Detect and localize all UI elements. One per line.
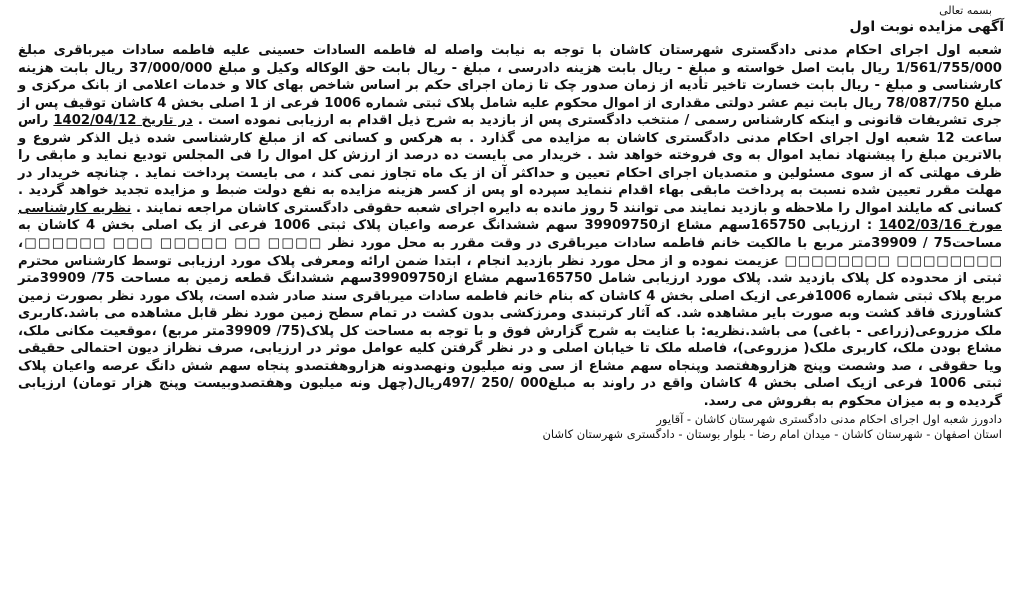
notice-paragraph-appraisal: : ارزیابی 165750سهم مشاع از39909750 سهم ششدانگ عرصه واعیان پلاک ثبتی 1006 فرعی از یک اصلی بخش 4 کاشان به مساحت75 / 39909متر مربع با مالکیت خانم فاطمه سادات میرباقری در وقت مقرر به محل مورد نظر □□□□ □□ □□□□□ □□□ □□□□□□، □□□□□□□□ □□□□□□□□ عزیمت نموده و از محل مورد نظر بازدید انجام ، ابتدا ضمن ارائه ومعرفی پلاک مورد ارزیابی توسط کارشناس محترم ثبتی از محدوده کل پلاک بازدید شد. پلاک مورد ارزیابی شامل 165750سهم مشاع از39909750سهم ششدانگ قطعه زمین به مساحت 75/ 39909متر مربع پلاک ثبتی شماره 1006فرعی ازیک اصلی بخش 4 کاشان که بنام خانم فاطمه سادات میرباقری سند صادر شده است، پلاک مورد نظر بصورت زمین کشاورزی فاقد کشت وبه صورت بایر مشاهده شد. که آثار کرتبندی ومرزکشی بدون کشت در تمام سطح زمین مورد نظر قابل مشاهده می باشد.کاربری ملک مزروعی(زراعی - باغی) می باشد.نظریه: با عنایت به شرح گزارش فوق و با توجه به مساحت کل پلاک(75/ 39909متر مربع) ،موقعیت مکانی ملک، مشاع بودن ملک، کاربری ملک( مزروعی)، فاصله ملک تا خیابان اصلی و در نظر گرفتن کلیه عوامل موثر در ارزیابی، صرف نظراز دیون احتمالی حقیقی ویا حقوقی ، صد وشصت وپنج هزاروهفتصد وپنجاه سهم مشاع از سی ونه میلیون ونهصدونه هزاروهفتصدو پنجاه سهم شش دانگ عرصه واعیان پلاک ثبتی 1006 فرعی ازیک اصلی بخش 4 کاشان واقع در راوند به مبلغ000 /250 /497ریال(چهل ونه میلیون وهفتصدوبیست وپنج هزار تومان) ارزیابی گردیده و به میزان محکوم به بفروش می رسد.	[18, 218, 1002, 409]
notice-body	[18, 42, 1002, 410]
expert-opinion-date: نظریه کارشناسی مورخ 1402/03/16	[18, 200, 1003, 234]
footer-address-line: استان اصفهان - شهرستان کاشان - میدان امام رضا - بلوار بوستان - دادگستری شهرستان کاشان	[542, 427, 1002, 442]
auction-date: در تاریخ 1402/04/12	[53, 113, 193, 129]
bismillah-heading: بسمه تعالی	[939, 4, 992, 17]
notice-paragraph-terms: راس ساعت 12 شعبه اول اجرای احکام مدنی دادگستری کاشان به مزایده می گذارد . به هرکس و کسانی که از مبلغ کارشناسی شده ذیل الذکر شروع و بالاترین مبلغ را پیشنهاد نماید اموال به وی فروخته خواهد شد . خریدار می بایست ده درصد از ارزش کل اموال را فی المجلس تودیع نماید و مابقی را ظرف مهلتی که از سوی مسئولین و متصدیان اجرای احکام تعیین و حداکثر آن از یک ماه تجاوز نمی کند ، می بایست پرداخت نماید . چنانچه خریدار در مهلت مقرر تعیین شده نسبت به پرداخت مابقی بهاء اقدام ننماید سپرده او پس از کسر هزینه مزایده به نفع دولت ضبط و مزایده تجدید خواهد گردید . کسانی که مایلند اموال را ملاحظه و بازدید نمایند می توانند 5 روز مانده به دایره اجرای شعبه حقوقی دادگستری کاشان مراجعه نمایند .	[18, 113, 1003, 216]
notice-paragraph-intro: شعبه اول اجرای احکام مدنی دادگستری شهرستان کاشان با توجه به نیابت واصله له فاطمه السادات حسینی علیه فاطمه سادات میرباقری مبلغ 1/561/755/000 ریال بابت اصل خواسته و مبلغ - ریال بابت هزینه دادرسی ، مبلغ - ریال بابت حق الوکاله وکیل و مبلغ 37/000/000 ریال بابت هزینه کارشناسی و مبلغ - ریال بابت خسارت تاخیر تأدیه از زمان صدور چک تا زمان اجرای حکم بر اساس شاخص بهای کالا و خدمات اعلامی از بانک مرکزی و مبلغ 78/087/750 ریال بابت نیم عشر دولتی مقداری از اموال محکوم علیه شامل پلاک ثبتی شماره 1006 فرعی از 1 اصلی بخش 4 کاشان توقیف پس از جری تشریفات قانونی و اینکه کارشناس رسمی / منتخب دادگستری پس از بازدید به شرح ذیل اقدام به ارزیابی نموده است .	[18, 43, 1003, 129]
notice-title: آگهی مزایده نوبت اول	[849, 19, 1004, 35]
footer-officer-line: دادورز شعبه اول اجرای احکام مدنی دادگستری شهرستان کاشان - آقایور	[656, 412, 1002, 427]
notice-footer	[10, 412, 1002, 442]
